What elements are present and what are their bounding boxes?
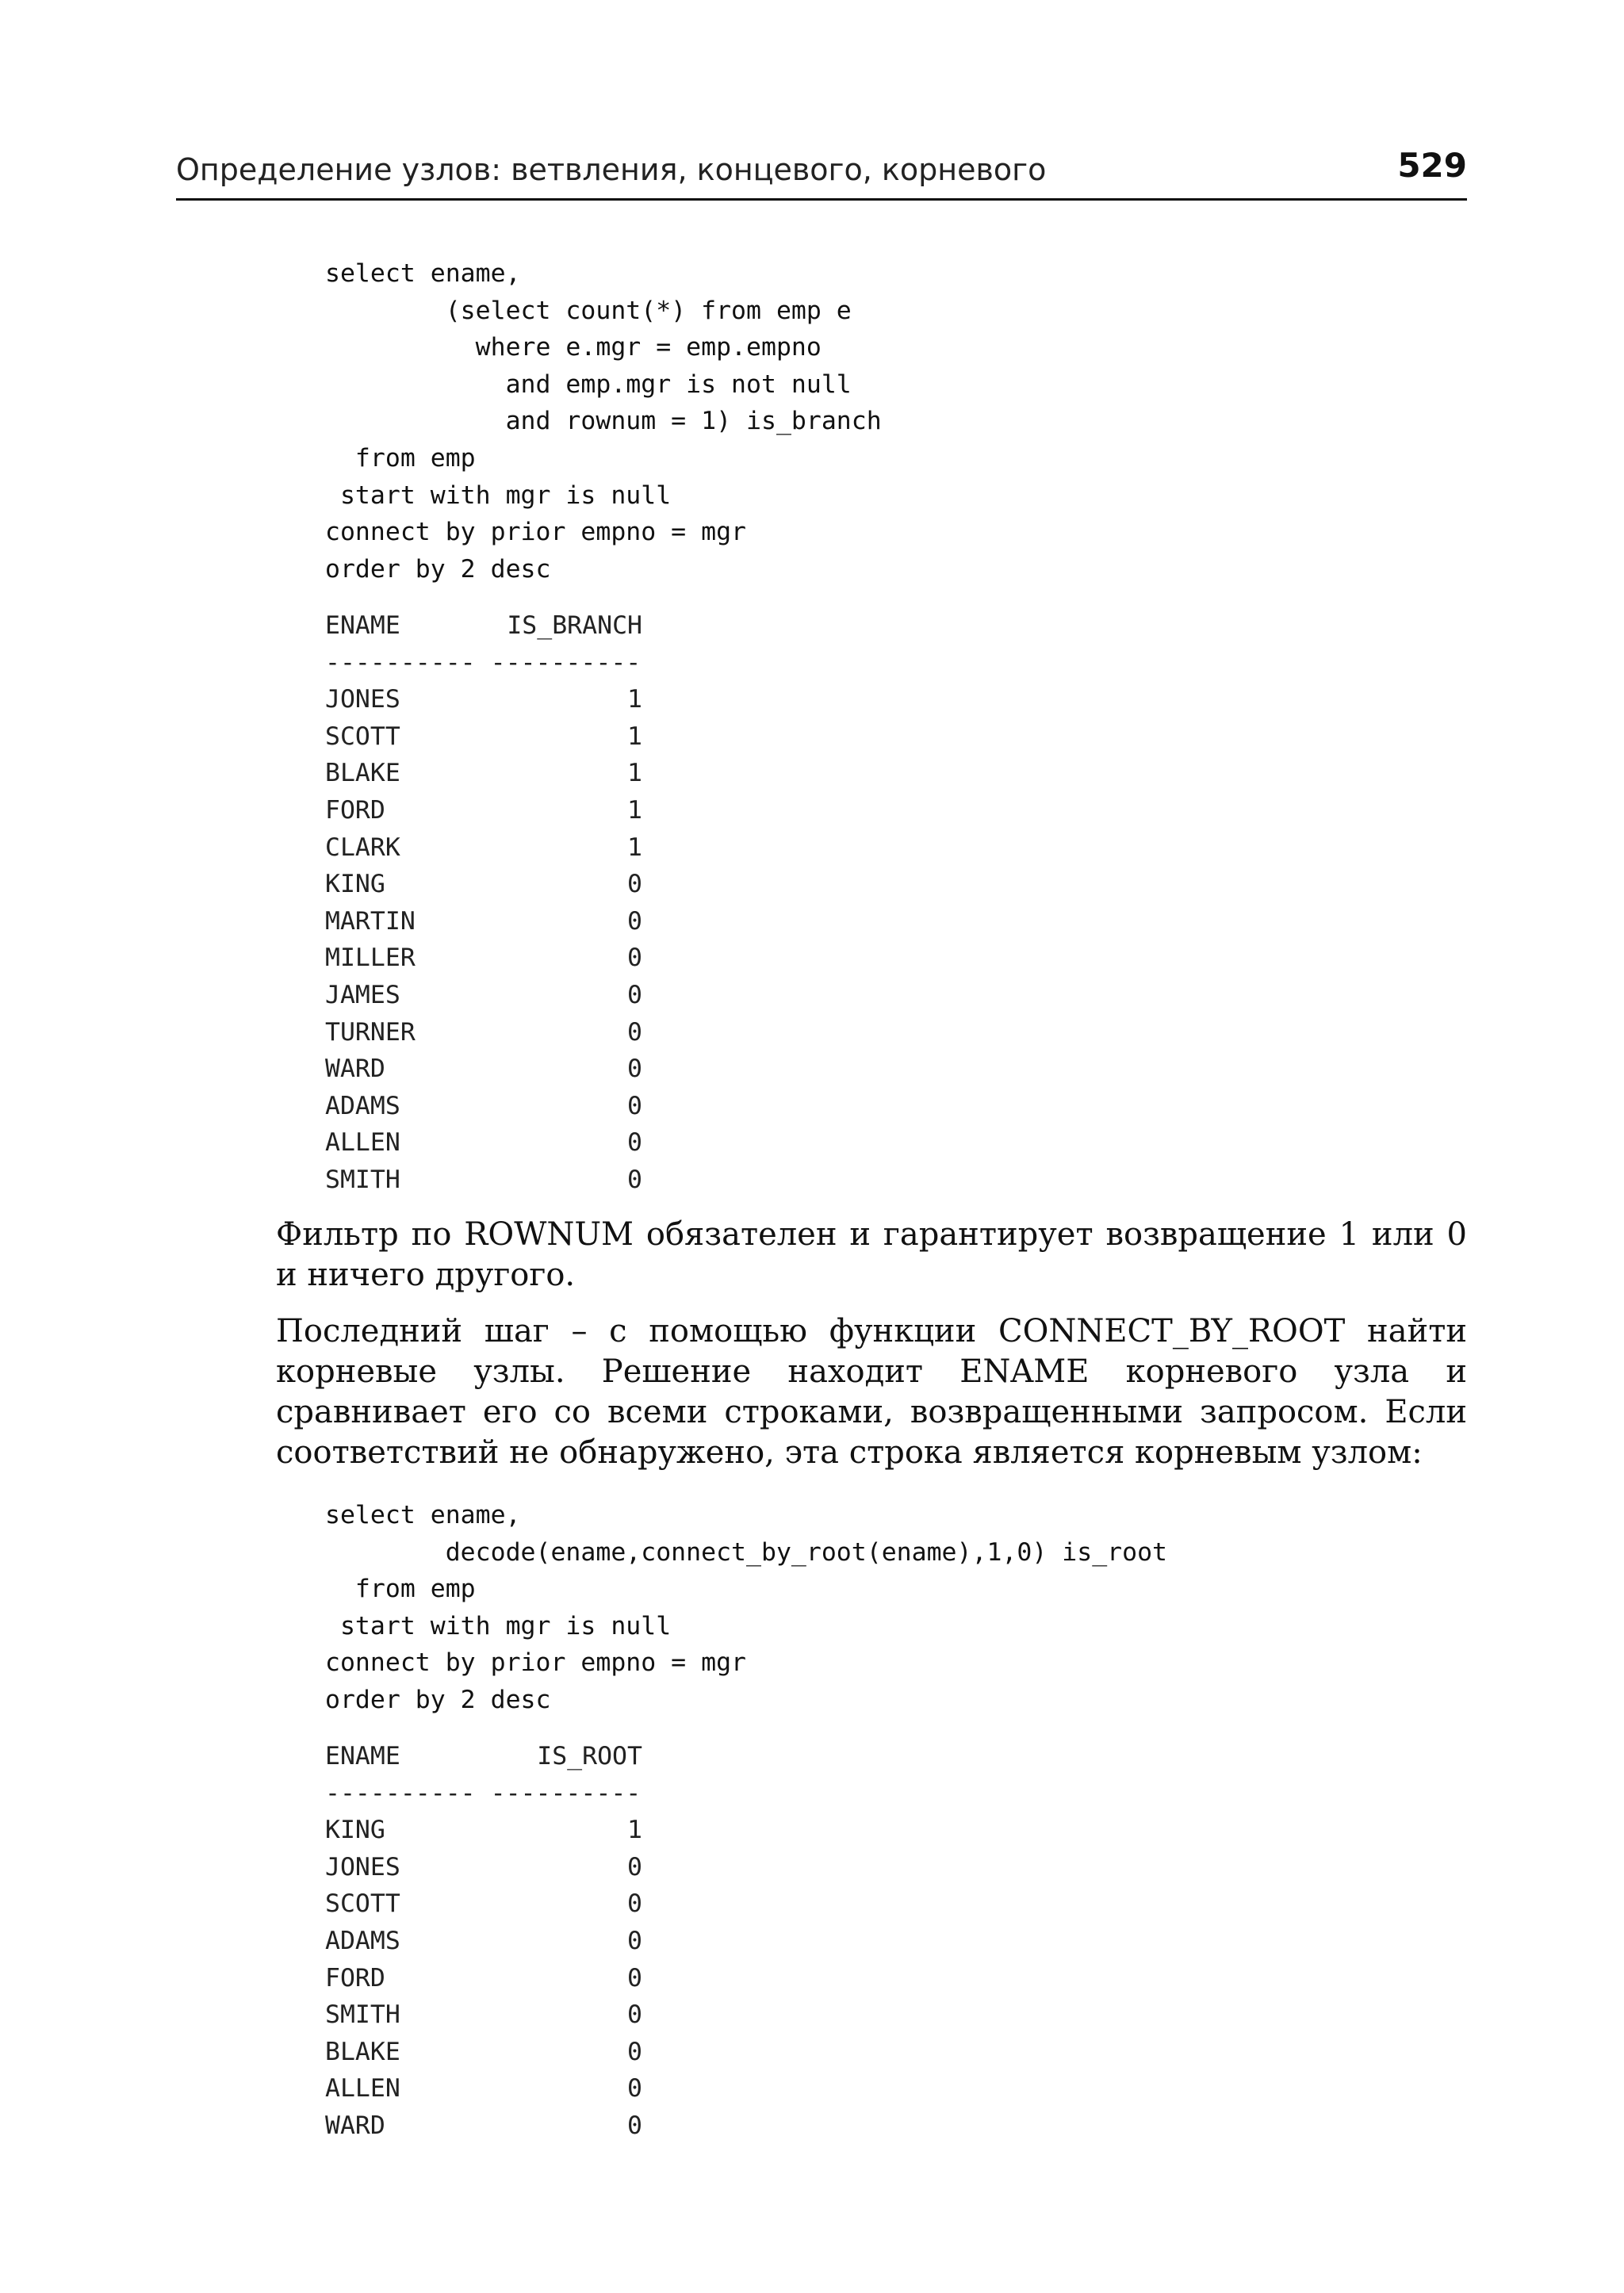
cell-ename: SCOTT xyxy=(325,1889,400,1919)
table-row xyxy=(325,1162,642,1199)
cell-ename: KING xyxy=(325,1816,385,1845)
cell-ename: SMITH xyxy=(325,2000,400,2030)
page-number: 529 xyxy=(1397,146,1467,185)
table-row xyxy=(325,792,642,829)
column-header-is-branch: IS_BRANCH xyxy=(507,611,642,640)
cell-ename: BLAKE xyxy=(325,759,400,788)
cell-ename: MARTIN xyxy=(325,906,416,936)
table-row xyxy=(325,1812,642,1849)
result-rows xyxy=(325,1812,642,2144)
table-row xyxy=(325,1960,642,1997)
table-row xyxy=(325,2070,642,2107)
cell-value: 1 xyxy=(627,685,642,714)
table-row xyxy=(325,1996,642,2034)
cell-value: 0 xyxy=(627,1852,642,1881)
cell-ename: SCOTT xyxy=(325,722,400,751)
result-separator xyxy=(325,1775,642,1813)
chapter-section-title: Определение узлов: ветвления, концевого, корневого xyxy=(176,152,1047,187)
table-row xyxy=(325,2107,642,2145)
table-row xyxy=(325,2034,642,2071)
table-row xyxy=(325,1923,642,1960)
cell-ename: ALLEN xyxy=(325,1128,400,1158)
result-table-is-root xyxy=(325,1738,642,2145)
table-row xyxy=(325,681,642,718)
table-row xyxy=(325,1849,642,1886)
table-row xyxy=(325,1088,642,1125)
table-row xyxy=(325,977,642,1014)
cell-value: 0 xyxy=(627,1091,642,1120)
cell-ename: SMITH xyxy=(325,1165,400,1194)
cell-value: 0 xyxy=(627,944,642,973)
column-header-ename: ENAME xyxy=(325,611,400,640)
sql-query-is-root: select ename, decode(ename,connect_by_root(ename),1,0) is_root from emp start with mgr is null connect by prior empno = mgr order by 2 desc xyxy=(325,1501,1168,1714)
table-row xyxy=(325,1051,642,1088)
cell-value: 0 xyxy=(627,2037,642,2066)
result-separator xyxy=(325,645,642,682)
cell-value: 0 xyxy=(627,870,642,899)
cell-value: 0 xyxy=(627,2111,642,2140)
cell-value: 0 xyxy=(627,1889,642,1919)
cell-value: 0 xyxy=(627,980,642,1009)
cell-ename: ALLEN xyxy=(325,2074,400,2104)
column-header-is-root: IS_ROOT xyxy=(537,1742,642,1770)
cell-ename: ADAMS xyxy=(325,1926,400,1955)
cell-value: 0 xyxy=(627,906,642,936)
table-row xyxy=(325,1014,642,1051)
table-row xyxy=(325,829,642,867)
cell-ename: FORD xyxy=(325,795,385,825)
table-row xyxy=(325,903,642,940)
cell-ename: JONES xyxy=(325,685,400,714)
cell-ename: CLARK xyxy=(325,833,400,862)
table-row xyxy=(325,1885,642,1923)
cell-value: 0 xyxy=(627,1017,642,1047)
cell-value: 0 xyxy=(627,1055,642,1084)
table-row xyxy=(325,1124,642,1162)
cell-ename: BLAKE xyxy=(325,2037,400,2066)
result-header-row xyxy=(325,1738,642,1775)
cell-ename: ADAMS xyxy=(325,1091,400,1120)
result-header-row xyxy=(325,607,642,645)
cell-ename: WARD xyxy=(325,1055,385,1084)
result-table-is-branch xyxy=(325,607,642,1199)
running-header xyxy=(176,146,1467,201)
cell-value: 0 xyxy=(627,1165,642,1194)
result-rows xyxy=(325,681,642,1198)
table-row xyxy=(325,940,642,977)
column-header-ename: ENAME xyxy=(325,1742,400,1770)
cell-value: 0 xyxy=(627,2000,642,2030)
cell-ename: TURNER xyxy=(325,1017,416,1047)
table-row xyxy=(325,718,642,756)
cell-value: 1 xyxy=(627,795,642,825)
table-row xyxy=(325,866,642,903)
cell-value: 1 xyxy=(627,722,642,751)
cell-value: 0 xyxy=(627,1128,642,1158)
cell-value: 0 xyxy=(627,1963,642,1992)
cell-ename: JAMES xyxy=(325,980,400,1009)
separator-line: ---------- ---------- xyxy=(325,648,642,677)
cell-value: 1 xyxy=(627,833,642,862)
cell-ename: JONES xyxy=(325,1852,400,1881)
table-row xyxy=(325,755,642,792)
sql-query-is-branch: select ename, (select count(*) from emp e where e.mgr = emp.empno and emp.mgr is not null and rownum = 1) is_branch from emp start with mgr is null connect by prior empno = mgr order by 2 desc xyxy=(325,259,882,584)
paragraph-connect-by-root: Последний шаг – с помощью функции CONNECT_BY_ROOT найти корневые узлы. Решение находит ENAME корневого узла и сравнивает его со всеми строками, возвращенными запросом. Если соответствий не обнаружено, эта строка является корневым узлом: xyxy=(276,1313,1467,1471)
separator-line: ---------- ---------- xyxy=(325,1778,642,1808)
paragraph-rownum-filter: Фильтр по ROWNUM обязателен и гарантирует возвращение 1 или 0 и ничего другого. xyxy=(276,1216,1467,1293)
cell-ename: WARD xyxy=(325,2111,385,2140)
cell-ename: MILLER xyxy=(325,944,416,973)
cell-ename: FORD xyxy=(325,1963,385,1992)
cell-value: 1 xyxy=(627,1816,642,1845)
cell-ename: KING xyxy=(325,870,385,899)
cell-value: 0 xyxy=(627,1926,642,1955)
cell-value: 1 xyxy=(627,759,642,788)
cell-value: 0 xyxy=(627,2074,642,2104)
